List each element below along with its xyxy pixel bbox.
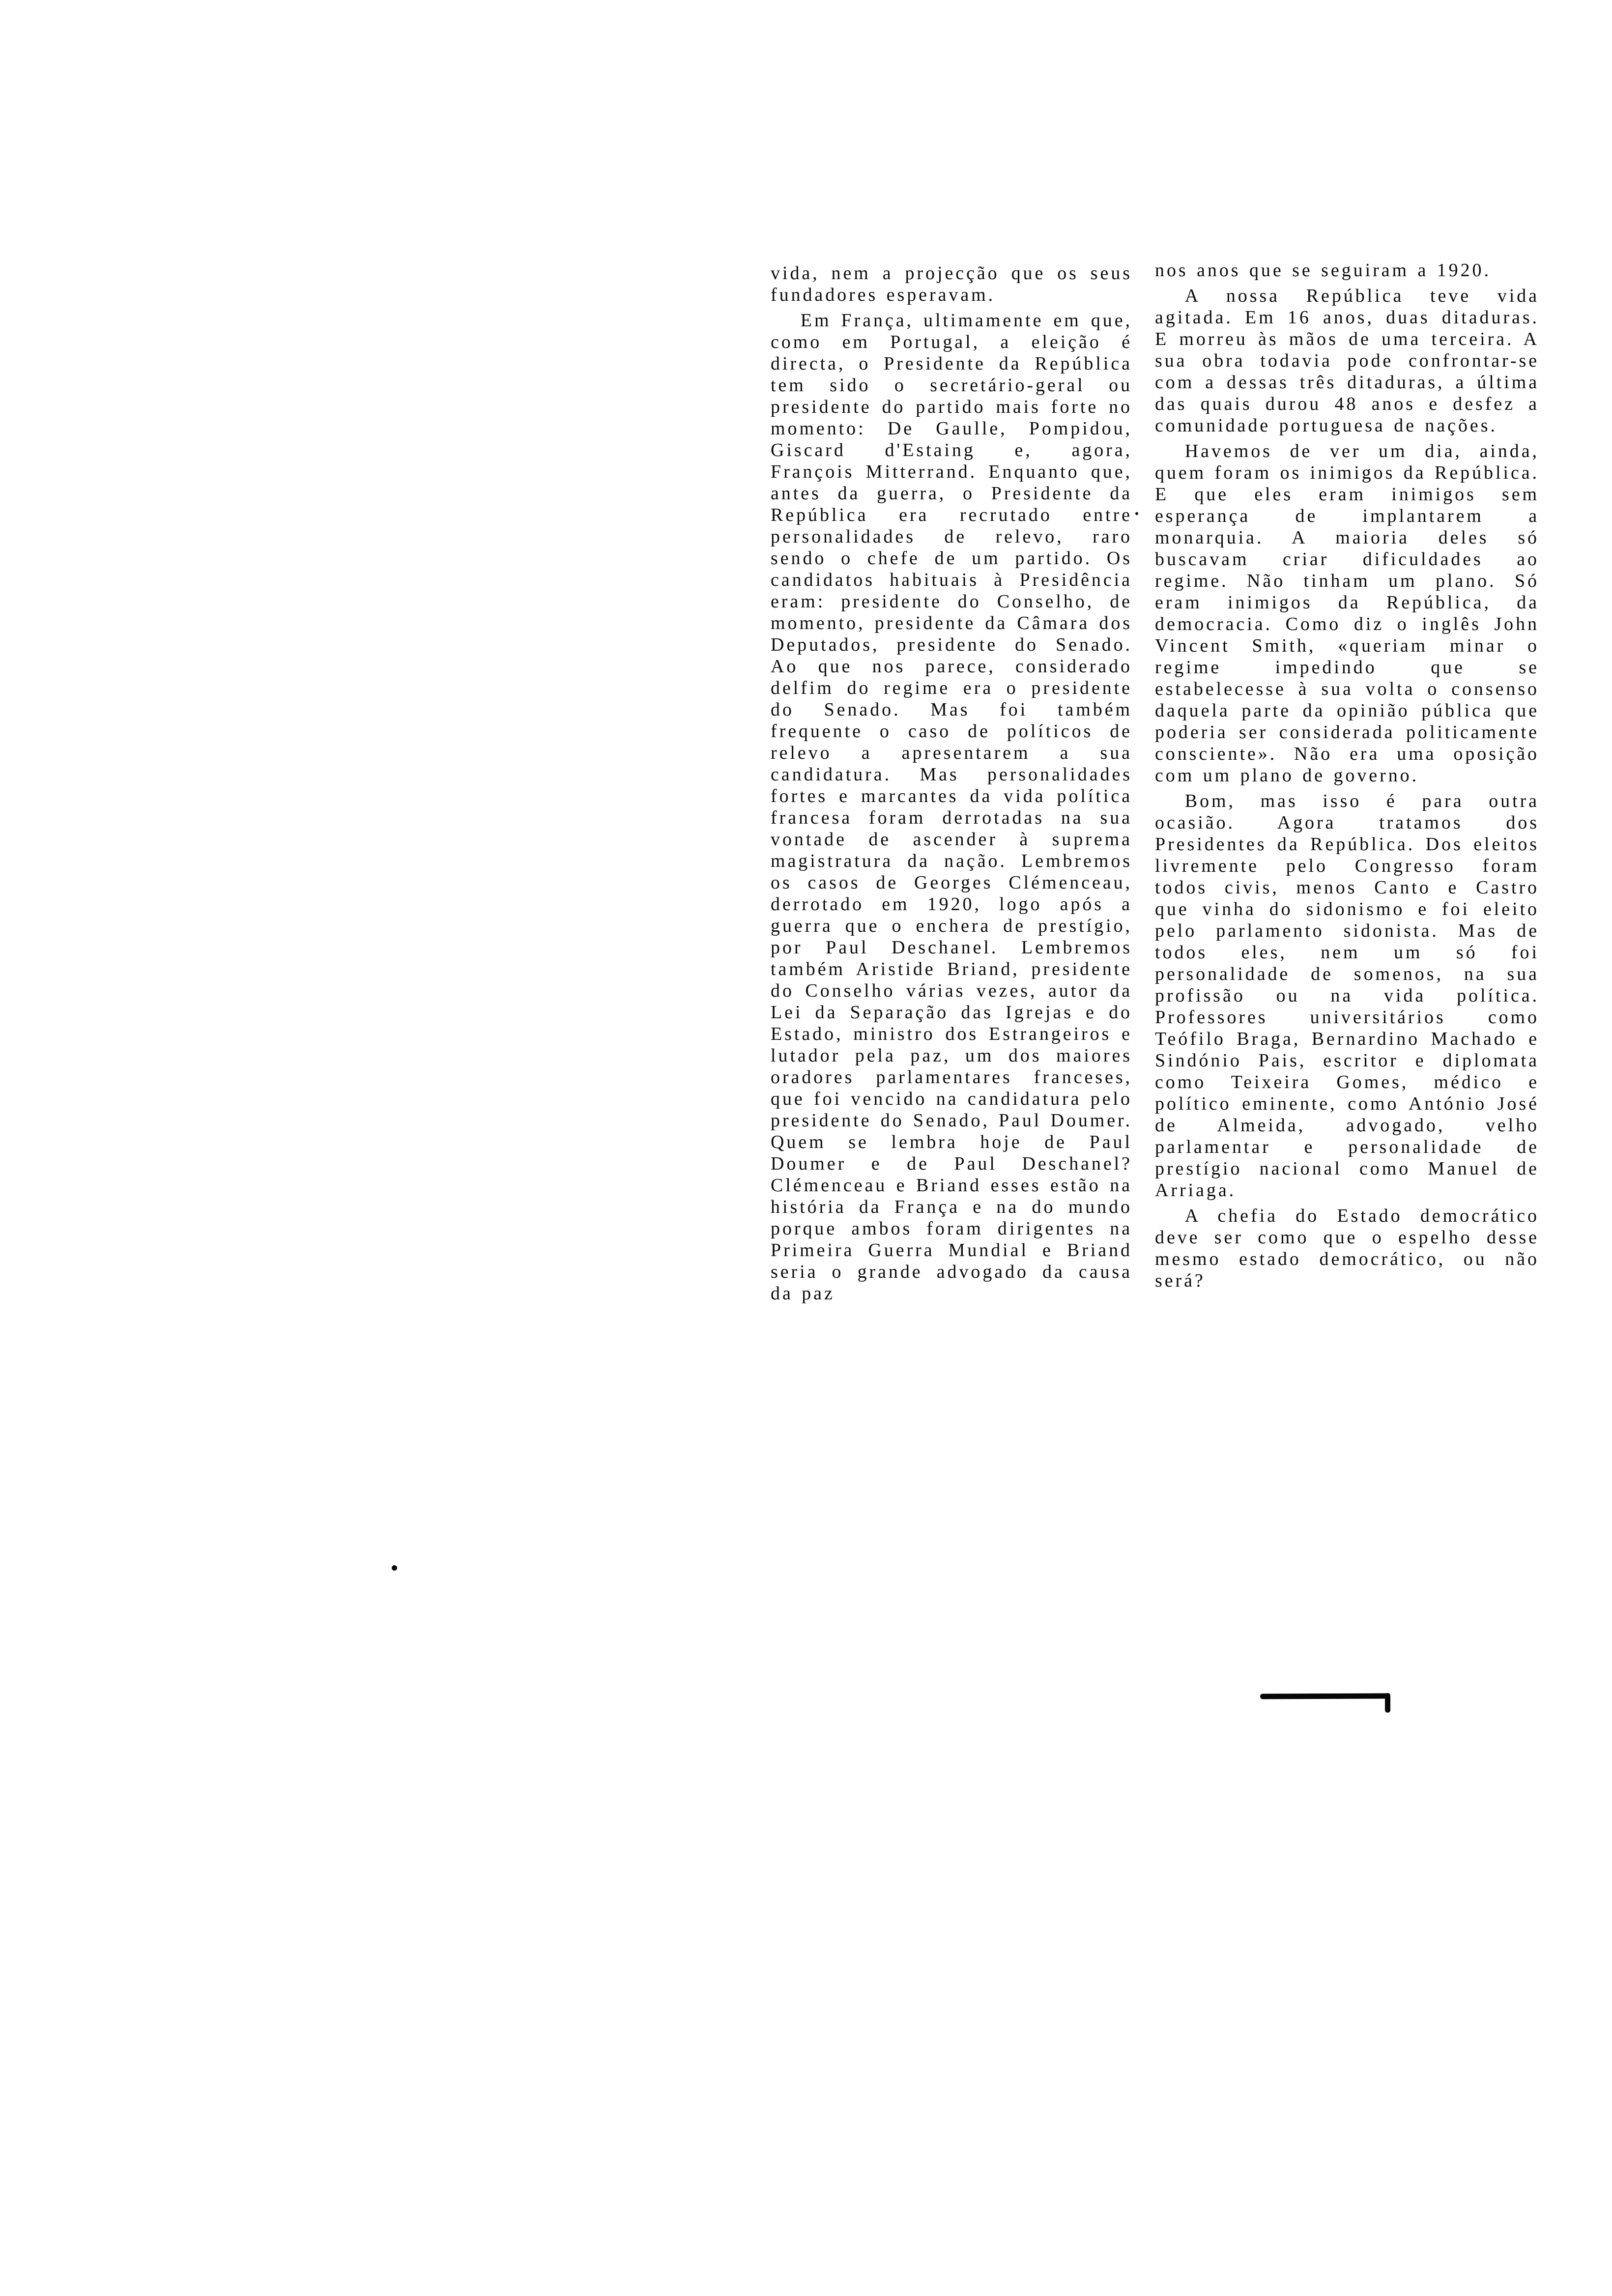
scan-speck (1135, 512, 1138, 515)
article-paragraph: A nossa República teve vida agitada. Em 16 anos, duas ditaduras. E morreu às mãos de uma terceira. A sua obra todavia pode confrontar-se com a dessas três ditaduras, a última das quais durou 48 anos e desfez a comunidade portuguesa de nações. (1155, 286, 1539, 436)
article-paragraph: nos anos que se seguiram a 1920. (1155, 260, 1491, 281)
article-paragraph: A chefia do Estado democrático deve ser como que o espelho desse mesmo estado democrático, ou não será? (1155, 1205, 1539, 1291)
scan-speck (392, 1565, 397, 1571)
article-paragraph: Bom, mas isso é para outra ocasião. Agora tratamos dos Presidentes da República. Dos eleitos livremente pelo Congresso foram todos civis, menos Canto e Castro que vinha do sidonismo e foi eleito pelo parlamento sidonista. Mas de todos eles, nem um só foi personalidade de somenos, na sua profissão ou na vida política. Professores universitários como Teófilo Braga, Bernardino Machado e Sindónio Pais, escritor e diplomata como Teixeira Gomes, médico e político eminente, como António José de Almeida, advogado, velho parlamentar e personalidade de prestígio nacional como Manuel de Arriaga. (1155, 791, 1539, 1201)
article-column-left (771, 262, 1132, 1304)
article-paragraph: vida, nem a projecção que os seus fundadores esperavam. (771, 263, 1132, 305)
divider-hook (1385, 1693, 1390, 1713)
article-paragraph: Havemos de ver um dia, ainda, quem foram os inimigos da República. E que eles eram inimigos sem esperança de implantarem a monarquia. A maioria deles só buscavam criar dificuldades ao regime. Não tinham um plano. Só eram inimigos da República, da democracia. Como diz o inglês John Vincent Smith, «queriam minar o regime impedindo que se estabelecesse à sua volta o consenso daquela parte da opinião pública que poderia ser considerada politicamente consciente». Não era uma oposição com um plano de governo. (1155, 441, 1539, 786)
article-paragraph: Em França, ultimamente em que, como em Portugal, a eleição é directa, o Presidente da República tem sido o secretário-geral ou presidente do partido mais forte no momento: De Gaulle, Pompidou, Giscard d'Estaing e, agora, François Mitterrand. Enquanto que, antes da guerra, o Presidente da República era recrutado entre personalidades de relevo, raro sendo o chefe de um partido. Os candidatos habituais à Presidência eram: presidente do Conselho, de momento, presidente da Câmara dos Deputados, presidente do Senado. Ao que nos parece, considerado delfim do regime era o presidente do Senado. Mas foi também frequente o caso de políticos de relevo a apresentarem a sua candidatura. Mas personalidades fortes e marcantes da vida política francesa foram derrotadas na sua vontade de ascender à suprema magistratura da nação. Lembremos os casos de Georges Clémenceau, derrotado em 1920, logo após a guerra que o enchera de prestígio, por Paul Deschanel. Lembremos também Aristide Briand, presidente do Conselho várias vezes, autor da Lei da Separação das Igrejas e do Estado, ministro dos Estrangeiros e lutador pela paz, um dos maiores oradores parlamentares franceses, que foi vencido na candidatura pelo presidente do Senado, Paul Doumer. Quem se lembra hoje de Paul Doumer e de Paul Deschanel? Clémenceau e Briand esses estão na história da França e na do mundo porque ambos foram dirigentes na Primeira Guerra Mundial e Briand seria o grande advogado da causa da paz (771, 310, 1132, 1304)
article-column-right (1155, 259, 1539, 1292)
divider-rule (1260, 1693, 1389, 1699)
